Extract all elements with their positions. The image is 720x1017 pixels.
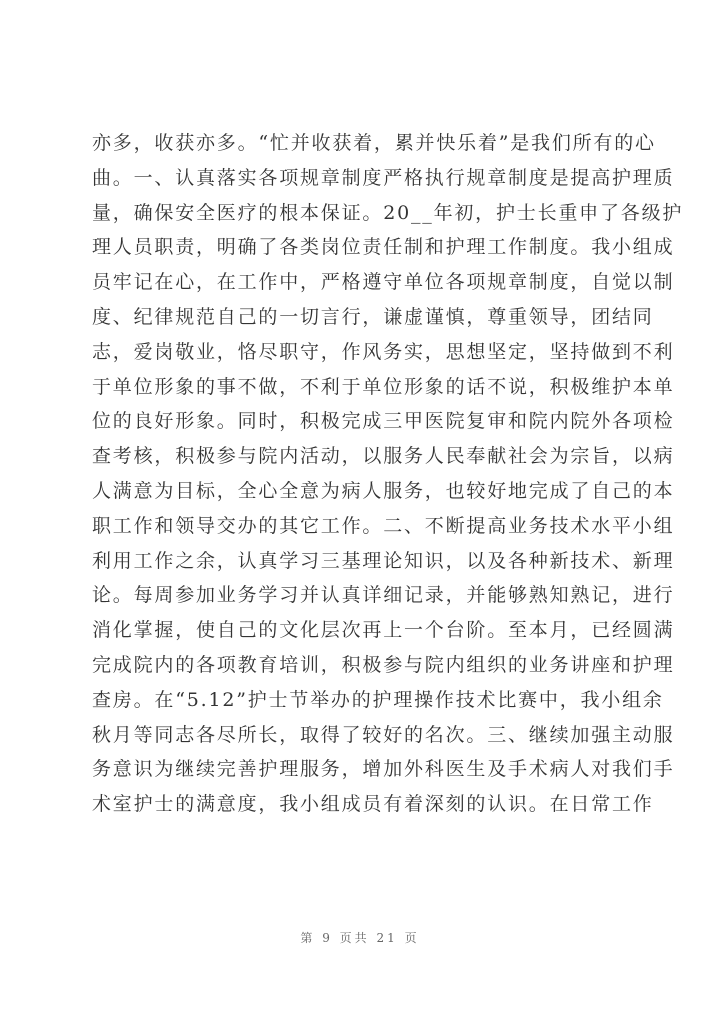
text-line: 员牢记在心，在工作中，严格遵守单位各项规章制度，自觉以制 (92, 271, 675, 294)
text-line: 术室护士的满意度，我小组成员有着深刻的认识。在日常工作 (92, 793, 654, 816)
text-line: 完成院内的各项教育培训，积极参与院内组织的业务讲座和护理 (92, 653, 675, 676)
body-text (92, 126, 684, 822)
text-line: 职工作和领导交办的其它工作。二、不断提高业务技术水平小组 (92, 514, 675, 537)
text-line: 曲。一、认真落实各项规章制度严格执行规章制度是提高护理质 (92, 166, 675, 189)
text-line: 利用工作之余，认真学习三基理论知识，以及各种新技术、新理 (92, 549, 675, 572)
text-line: 论。每周参加业务学习并认真详细记录，并能够熟知熟记，进行 (92, 584, 675, 607)
text-line: 理人员职责，明确了各类岗位责任制和护理工作制度。我小组成 (92, 236, 675, 259)
text-line: 量，确保安全医疗的根本保证。20__年初，护士长重申了各级护 (92, 201, 684, 224)
text-line: 于单位形象的事不做，不利于单位形象的话不说，积极维护本单 (92, 375, 675, 398)
text-line: 志，爱岗敬业，恪尽职守，作风务实，思想坚定，坚持做到不利 (92, 340, 675, 363)
text-line: 度、纪律规范自己的一切言行，谦虚谨慎，尊重领导，团结同 (92, 305, 654, 328)
text-line: 人满意为目标，全心全意为病人服务，也较好地完成了自己的本 (92, 479, 675, 502)
page-footer: 第 9 页共 21 页 (300, 931, 420, 945)
text-line: 查房。在“5.12”护士节举办的护理操作技术比赛中，我小组余 (92, 688, 664, 711)
text-line: 查考核，积极参与院内活动，以服务人民奉献社会为宗旨，以病 (92, 445, 675, 468)
text-line: 位的良好形象。同时，积极完成三甲医院复审和院内院外各项检 (92, 410, 675, 433)
text-line: 亦多，收获亦多。“忙并收获着，累并快乐着”是我们所有的心 (92, 132, 656, 154)
text-line: 务意识为继续完善护理服务，增加外科医生及手术病人对我们手 (92, 758, 675, 781)
text-line: 秋月等同志各尽所长，取得了较好的名次。三、继续加强主动服 (92, 723, 675, 746)
text-line: 消化掌握，使自己的文化层次再上一个台阶。至本月，已经圆满 (92, 619, 675, 642)
